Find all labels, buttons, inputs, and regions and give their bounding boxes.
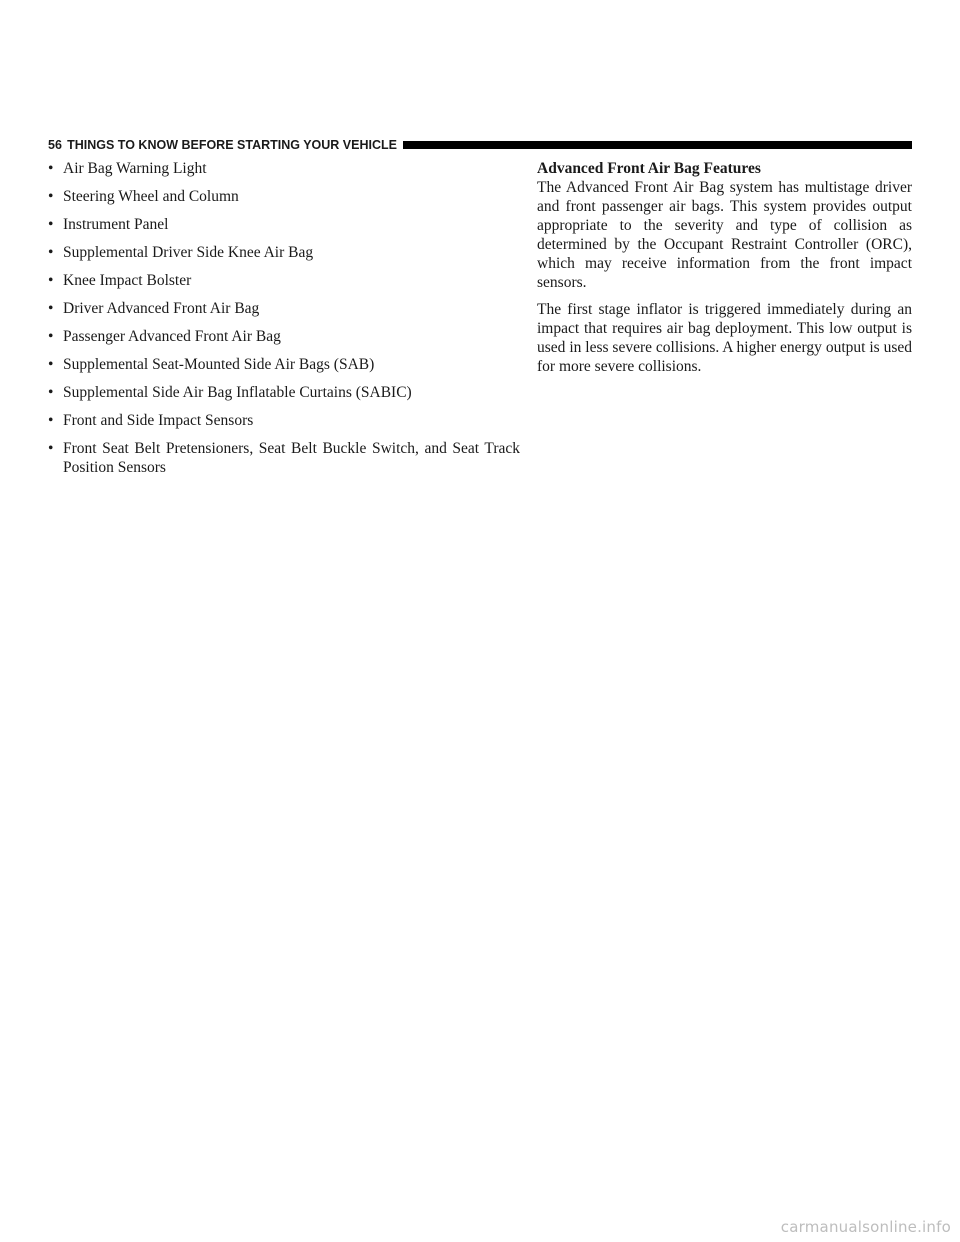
- bullet-icon: •: [48, 300, 54, 317]
- bullet-icon: •: [48, 328, 54, 345]
- left-column: [48, 159, 520, 486]
- list-item: • Supplemental Seat-Mounted Side Air Bags (SAB): [48, 356, 375, 373]
- bullet-icon: •: [48, 188, 54, 205]
- section-heading: Advanced Front Air Bag Features: [537, 160, 761, 177]
- bullet-icon: •: [48, 272, 54, 289]
- watermark: carmanualsonline.info: [780, 1218, 951, 1236]
- list-item: • Knee Impact Bolster: [48, 272, 192, 289]
- list-item: • Instrument Panel: [48, 216, 169, 233]
- list-item: • Supplemental Driver Side Knee Air Bag: [48, 244, 314, 261]
- list-item: • Passenger Advanced Front Air Bag: [48, 328, 281, 345]
- bullet-icon: •: [48, 216, 54, 233]
- list-item: • Front Seat Belt Pretensioners, Seat Belt Buckle Switch, and Seat Track Position Sensors: [48, 440, 520, 476]
- bullet-icon: •: [48, 384, 54, 401]
- page-number: 56: [48, 138, 63, 152]
- bullet-icon: •: [48, 412, 54, 429]
- bullet-icon: •: [48, 440, 54, 457]
- bullet-icon: •: [48, 244, 54, 261]
- bullet-icon: •: [48, 160, 54, 177]
- paragraph: The first stage inflator is triggered immediately during an impact that requires air bag deployment. This low output is used in less severe collisions. A higher energy output is used for more severe collisions.: [537, 301, 912, 375]
- list-item: • Air Bag Warning Light: [48, 160, 207, 177]
- list-item: • Steering Wheel and Column: [48, 188, 239, 205]
- bullet-icon: •: [48, 356, 54, 373]
- list-item: • Supplemental Side Air Bag Inflatable Curtains (SABIC): [48, 384, 412, 401]
- section-title: THINGS TO KNOW BEFORE STARTING YOUR VEHICLE: [67, 138, 397, 152]
- list-item: • Front and Side Impact Sensors: [48, 412, 254, 429]
- page-header: [48, 137, 912, 153]
- header-rule: [403, 141, 912, 149]
- list-item: • Driver Advanced Front Air Bag: [48, 300, 260, 317]
- right-column: [537, 159, 912, 384]
- component-list: [48, 159, 520, 477]
- paragraph: The Advanced Front Air Bag system has multistage driver and front passenger air bags. This system provides output appropriate to the severity and type of collision as determined by the Occupant Restraint Controller (ORC), which may receive information from the front impact sensors.: [537, 179, 912, 291]
